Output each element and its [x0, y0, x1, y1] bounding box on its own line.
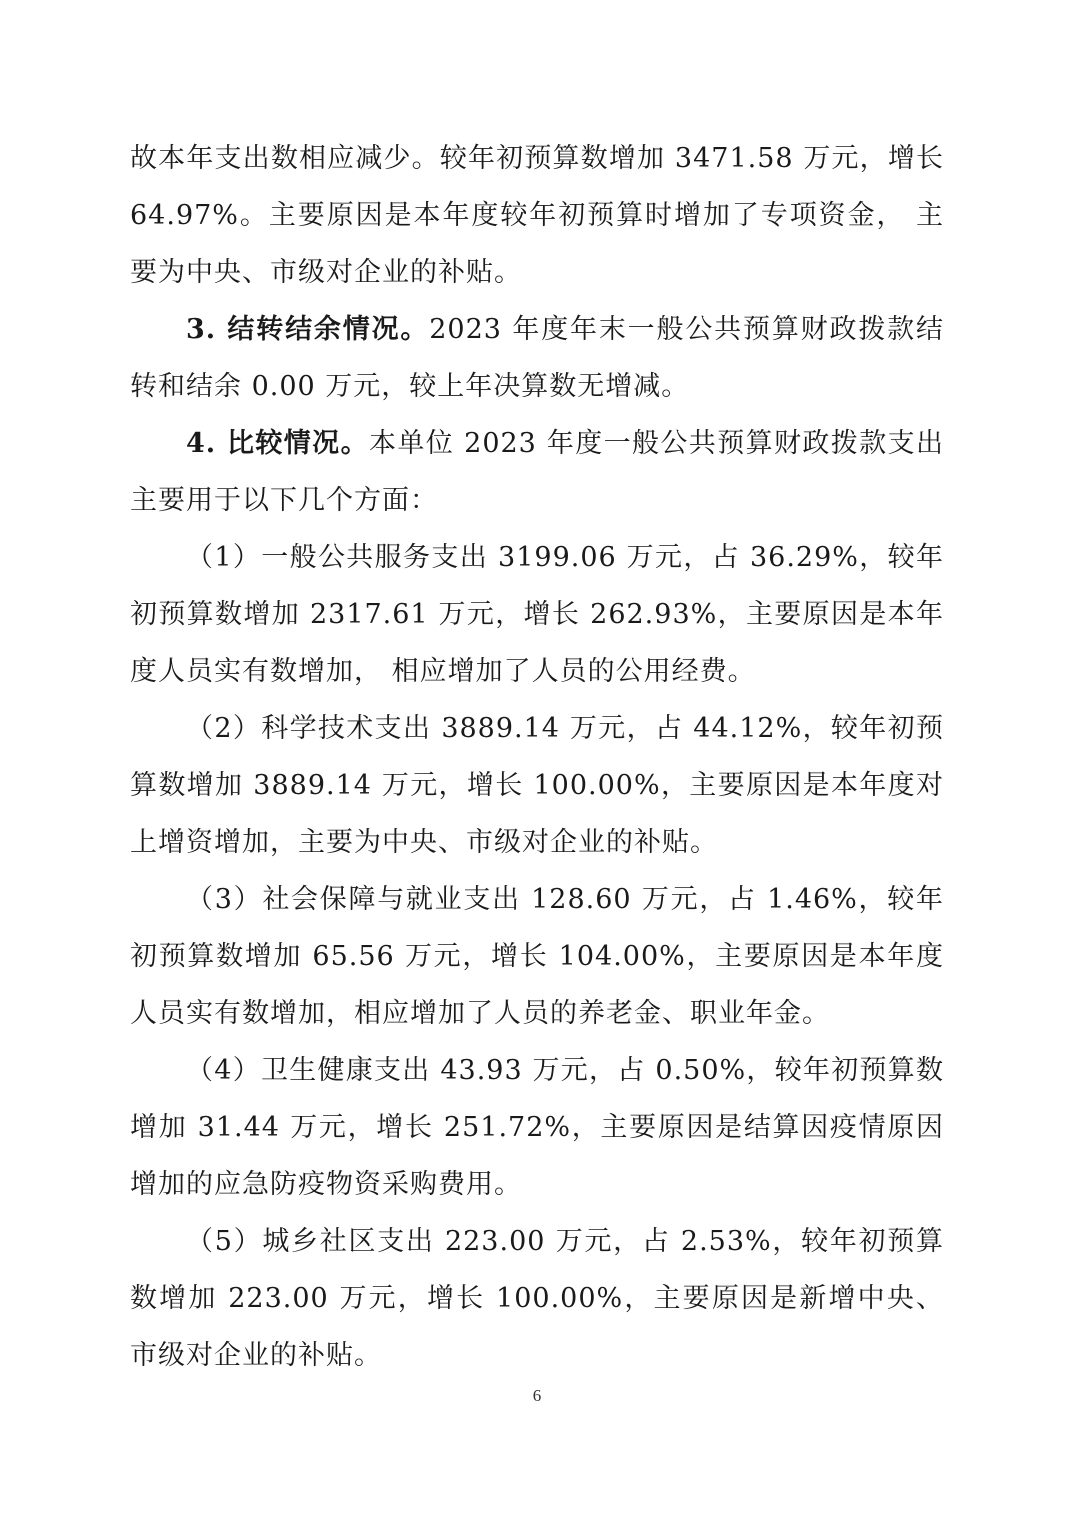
list-item-text: （1）一般公共服务支出 3199.06 万元，占 36.29%，较年初预算数增加 2317.61 万元，增长 262.93%，主要原因是本年度人员实有数增加， 相应增加了人员的公用经费。 — [130, 542, 944, 687]
list-item — [130, 700, 944, 871]
section-heading: 4. 比较情况。 — [186, 428, 369, 459]
list-item-text: （2）科学技术支出 3889.14 万元，占 44.12%，较年初预算数增加 3889.14 万元，增长 100.00%，主要原因是本年度对上增资增加，主要为中央、市级对企业的补贴。 — [130, 713, 944, 858]
page-number: 6 — [532, 1386, 542, 1405]
list-item — [130, 1042, 944, 1213]
paragraph-carryover — [130, 301, 944, 415]
document-body — [130, 130, 944, 1384]
list-item-text: （3）社会保障与就业支出 128.60 万元，占 1.46%，较年初预算数增加 65.56 万元，增长 104.00%，主要原因是本年度人员实有数增加，相应增加了人员的养老金、职业年金。 — [130, 884, 944, 1029]
paragraph-text: 故本年支出数相应减少。较年初预算数增加 3471.58 万元，增长 64.97%。主要原因是本年度较年初预算时增加了专项资金， 主要为中央、市级对企业的补贴。 — [130, 143, 944, 288]
paragraph-comparison — [130, 415, 944, 529]
paragraph-text: 2023 年度年末一般公共预算财政拨款结转和结余 0.00 万元，较上年决算数无增减。 — [130, 314, 944, 402]
list-item-text: （4）卫生健康支出 43.93 万元，占 0.50%，较年初预算数增加 31.44 万元，增长 251.72%，主要原因是结算因疫情原因增加的应急防疫物资采购费用。 — [130, 1055, 944, 1200]
paragraph-text: 本单位 2023 年度一般公共预算财政拨款支出主要用于以下几个方面： — [130, 428, 944, 516]
list-item — [130, 1213, 944, 1384]
list-item-text: （5）城乡社区支出 223.00 万元，占 2.53%，较年初预算数增加 223.00 万元，增长 100.00%，主要原因是新增中央、市级对企业的补贴。 — [130, 1226, 944, 1371]
section-heading: 3. 结转结余情况。 — [186, 314, 430, 345]
list-item — [130, 871, 944, 1042]
list-item — [130, 529, 944, 700]
paragraph-continuation — [130, 130, 944, 301]
